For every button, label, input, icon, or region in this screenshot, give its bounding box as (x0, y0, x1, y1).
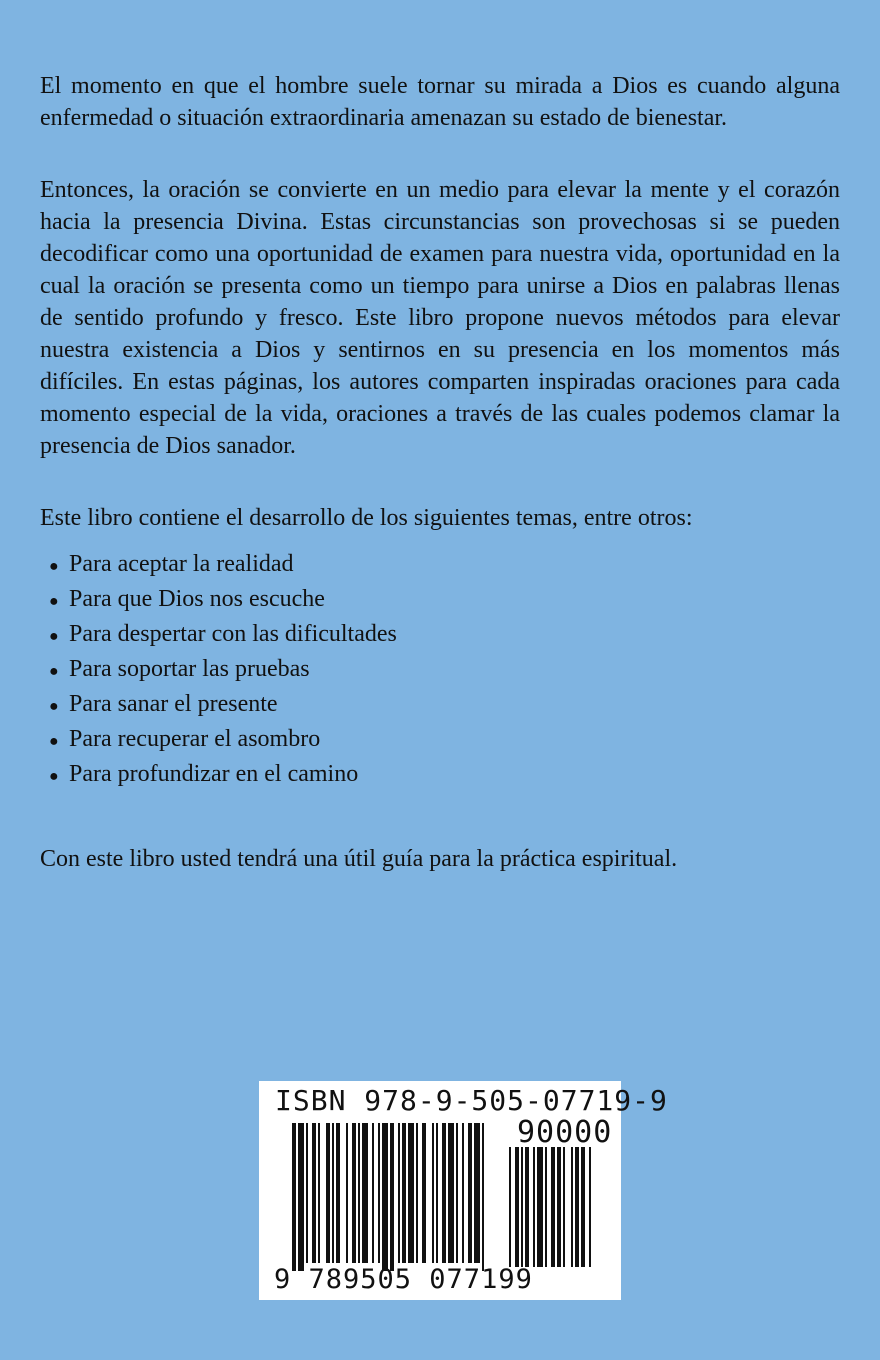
bullet-icon: ● (49, 768, 59, 785)
barcode-bar (402, 1123, 406, 1263)
back-cover-text (40, 70, 840, 875)
barcode-bar (408, 1123, 414, 1263)
barcode-bar (416, 1123, 418, 1263)
barcode-bar (557, 1147, 561, 1267)
barcode-bar (563, 1147, 565, 1267)
barcode-bar (436, 1123, 438, 1263)
topics-list (40, 548, 840, 793)
intro-paragraph: El momento en que el hombre suele tornar su mirada a Dios es cuando alguna enfermedad o situación extraordinaria amenazan su estado de bienestar. (40, 73, 840, 131)
list-item: ● Para aceptar la realidad (40, 548, 840, 583)
addon-code: 90000 (517, 1115, 613, 1150)
barcode-bar (581, 1147, 585, 1267)
barcode-bar (398, 1123, 400, 1263)
barcode-bar (336, 1123, 340, 1263)
topics-intro: Este libro contiene el desarrollo de los siguientes temas, entre otros: (40, 505, 693, 531)
barcode-bar (525, 1147, 529, 1267)
list-item: ● Para despertar con las dificultades (40, 618, 840, 653)
barcode-bar (545, 1147, 547, 1267)
barcode-bar (318, 1123, 320, 1263)
barcode-bar (448, 1123, 454, 1263)
list-item: ● Para profundizar en el camino (40, 758, 840, 793)
list-item: ● Para recuperar el asombro (40, 723, 840, 758)
barcode-bar (432, 1123, 434, 1263)
isbn-label: ISBN 978-9-505-07719-9 (275, 1084, 668, 1117)
barcode-bar (292, 1123, 296, 1271)
list-item: ● Para que Dios nos escuche (40, 583, 840, 618)
barcode-bar (533, 1147, 535, 1267)
barcode-bar (346, 1123, 348, 1263)
barcode-bar (358, 1123, 360, 1263)
barcode-bar (551, 1147, 555, 1267)
barcode-bar (575, 1147, 579, 1267)
barcode-bar (372, 1123, 374, 1263)
barcode-bar (482, 1123, 484, 1271)
bullet-icon: ● (49, 698, 59, 715)
barcode-bar (468, 1123, 472, 1263)
barcode-bar (589, 1147, 591, 1267)
barcode-bar (515, 1147, 519, 1267)
barcode-bar (537, 1147, 543, 1267)
barcode-bar (312, 1123, 316, 1263)
closing-paragraph: Con este libro usted tendrá una útil guía para la práctica espiritual. (40, 846, 678, 872)
barcode-bar (326, 1123, 330, 1263)
list-item: ● Para sanar el presente (40, 688, 840, 723)
bullet-icon: ● (49, 663, 59, 680)
bullet-icon: ● (49, 558, 59, 575)
bullet-icon: ● (49, 733, 59, 750)
barcode-bar (382, 1123, 388, 1271)
barcode-bar (306, 1123, 308, 1263)
barcode-bar (332, 1123, 334, 1263)
isbn-barcode (259, 1081, 668, 1300)
barcode-bar (298, 1123, 304, 1271)
ean-digits: 9 789505 077199 (274, 1264, 533, 1295)
barcode-bar (456, 1123, 458, 1263)
barcode-bar (571, 1147, 573, 1267)
barcode-bar (474, 1123, 480, 1263)
barcode-bar (390, 1123, 394, 1271)
list-item: ● Para soportar las pruebas (40, 653, 840, 688)
barcode-bar (378, 1123, 380, 1263)
barcode-bar (521, 1147, 523, 1267)
body-paragraph: Entonces, la oración se convierte en un medio para elevar la mente y el corazón hacia la presencia Divina. Estas circunstancias son provechosas si se pueden decodificar como una oportunidad de examen para nuestra vida, oportunidad en la cual la oración se presenta como un tiempo para unirse a Dios en palabras llenas de sentido profundo y fresco. Este libro propone nuevos métodos para elevar nuestra existencia a Dios y sentirnos en su presencia en los momentos más difíciles. En estas páginas, los autores comparten inspiradas oraciones para cada momento especial de la vida, oraciones a través de las cuales podemos clamar la presencia de Dios sanador. (40, 177, 840, 459)
barcode-bar (442, 1123, 446, 1263)
bullet-icon: ● (49, 628, 59, 645)
barcode-bar (509, 1147, 511, 1267)
barcode-bar (352, 1123, 356, 1263)
barcode-bar (422, 1123, 426, 1263)
bullet-icon: ● (49, 593, 59, 610)
barcode-bar (362, 1123, 368, 1263)
barcode-bar (462, 1123, 464, 1263)
